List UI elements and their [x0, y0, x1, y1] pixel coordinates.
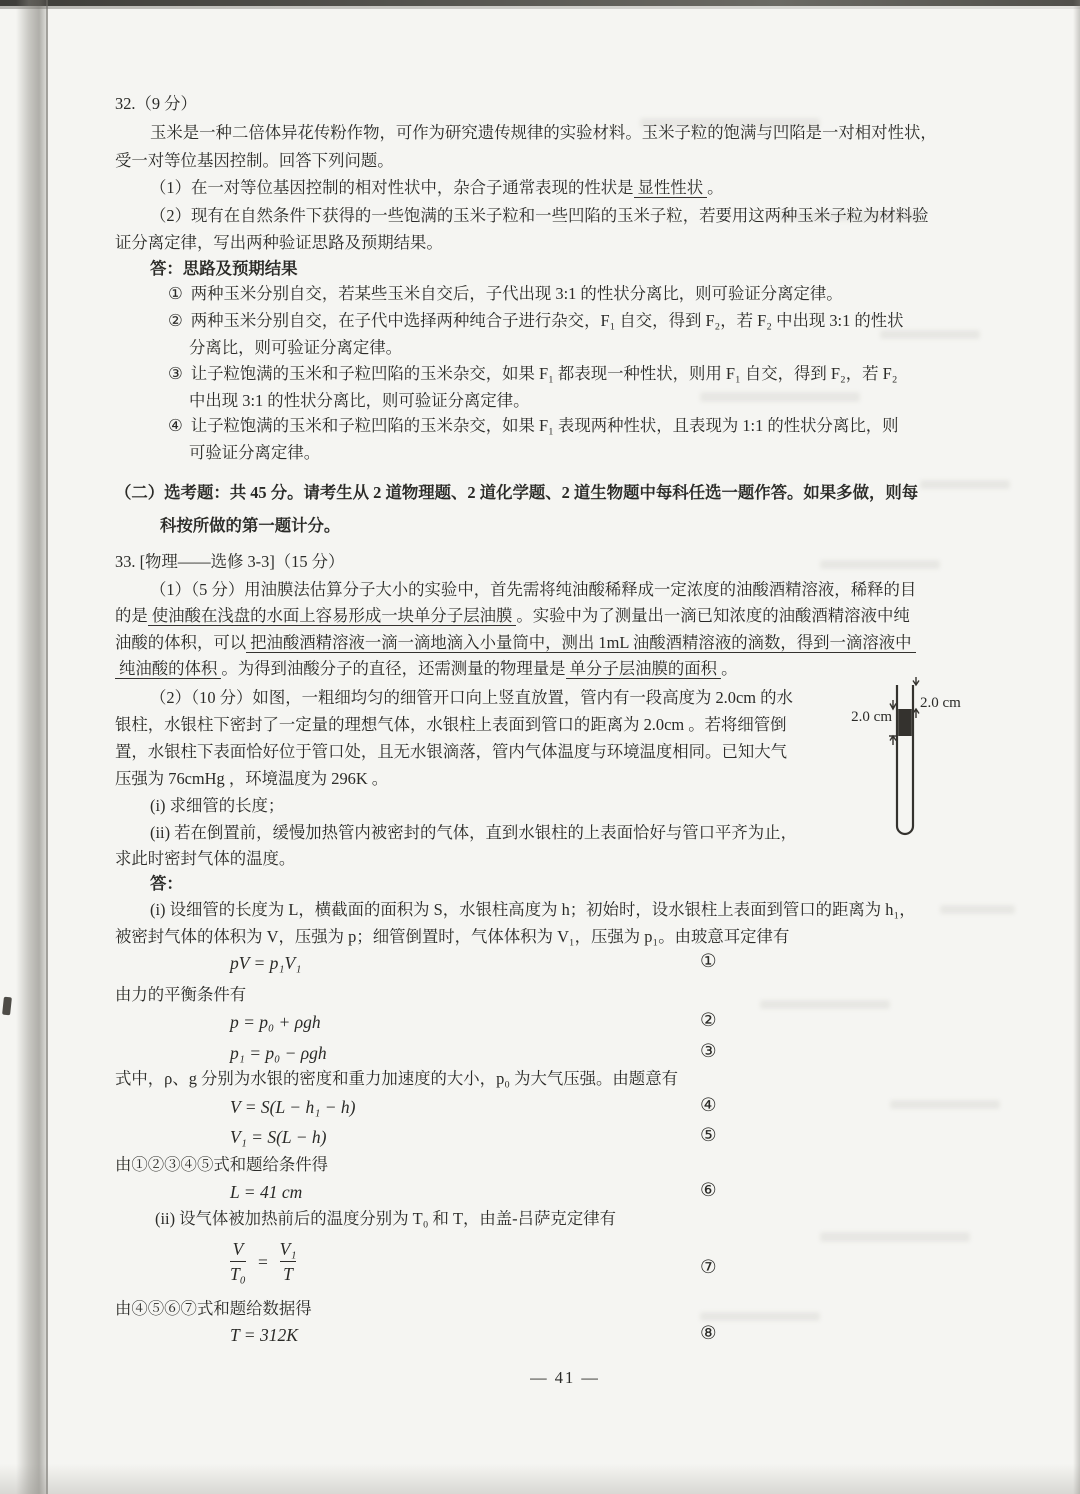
- equation-7-numerator-right: V₁: [279, 1239, 297, 1259]
- tube-figure: [800, 676, 1000, 851]
- scan-right-edge-shadow: [1073, 0, 1080, 1494]
- equation-7-right-fraction: [280, 1240, 297, 1284]
- equation-7: [230, 1239, 717, 1285]
- equation-1: [230, 951, 717, 975]
- equation-5-expression: V₁ = S(L − h): [230, 1127, 327, 1147]
- q32-item-2-text: 两种玉米分别自交，在子代中选择两种纯合子进行杂交，F₁ 自交，得到 F₂，若 F₂ 中出现 3:1 的性状: [190, 311, 904, 330]
- equation-4-expression: V = S(L − h₁ − h): [230, 1097, 356, 1117]
- q33-note-line: 式中，ρ、g 分别为水银的密度和重力加速度的大小，p₀ 为大气压强。由题意有: [115, 1069, 678, 1088]
- equation-7-equals-sign: =: [256, 1251, 269, 1272]
- q32-item-3-number: ③: [168, 364, 183, 383]
- q32-item-4-number: ④: [168, 416, 183, 435]
- fraction-bar: [230, 1261, 246, 1262]
- q33-conclude-1: 由①②③④⑤式和题给条件得: [115, 1155, 329, 1174]
- q33-part2-line-3: 置，水银柱下表面恰好位于管口处，且无水银滴落，管内气体温度与环境温度相同。已知大气: [115, 742, 788, 761]
- q32-part1-line: [150, 176, 723, 200]
- equation-7-denominator-right: T: [283, 1264, 293, 1285]
- q32-part1-answer-underlined: 显性性状: [634, 178, 708, 198]
- equation-8-number: ⑧: [700, 1324, 717, 1344]
- q33-part1-line3-pre: 油酸的体积，可以: [115, 633, 247, 652]
- q33-sub-ii-line-2: 求此时密封气体的温度。: [115, 849, 296, 868]
- q33-part1-blank-2-underlined: 把油酸酒精溶液一滴一滴地滴入小量筒中，测出 1mL 油酸酒精溶液的滴数，得到一滴溶液中: [246, 633, 915, 653]
- equation-1-number: ①: [700, 952, 717, 972]
- q33-part2-line-4: 压强为 76cmHg ，环境温度为 296K 。: [115, 769, 389, 788]
- q32-item-3-text: 让子粒饱满的玉米和子粒凹陷的玉米杂交，如果 F₁ 都表现一种性状，则用 F₁ 自交，得到 F₂，若 F₂: [190, 364, 898, 383]
- mercury-column: [898, 709, 912, 736]
- q32-answer-label: 答：思路及预期结果: [150, 259, 298, 278]
- q33-part1-line-3: [115, 631, 916, 655]
- equation-7-denominator-left: T₀: [230, 1264, 246, 1285]
- q33-answer-i-line-1: (i) 设细管的长度为 L，横截面的面积为 S，水银柱高度为 h；初始时，设水银柱上表面到管口的距离为 h₁，: [150, 900, 916, 919]
- q33-part1-line4-post: 。: [721, 659, 738, 678]
- equation-3: [230, 1041, 717, 1065]
- q33-part1-line2-post: 。实验中为了测量出一滴已知浓度的油酸酒精溶液中纯: [516, 606, 910, 625]
- q32-part1-period: 。: [707, 178, 724, 197]
- q32-item-2-continuation: 分离比，则可验证分离定律。: [189, 338, 403, 357]
- equation-7-number: ⑦: [700, 1258, 717, 1278]
- q32-item-2-number: ②: [168, 311, 183, 330]
- q33-sub-ii-line-1: (ii) 若在倒置前，缓慢加热管内被密封的气体，直到水银柱的上表面恰好与管口平齐为止，: [150, 823, 797, 842]
- q33-heading: 33. [物理——选修 3-3]（15 分）: [115, 552, 345, 571]
- equation-5-number: ⑤: [700, 1126, 717, 1146]
- q33-part1-blank-3-underlined: 单分子层油膜的面积: [566, 659, 722, 679]
- q33-answer-i-line-2: 被密封气体的体积为 V，压强为 p；细管倒置时，气体体积为 V₁，压强为 p₁。由玻意耳定律有: [115, 927, 790, 946]
- equation-6-expression: L = 41 cm: [230, 1182, 303, 1202]
- q32-item-1: [168, 282, 843, 306]
- equation-3-number: ③: [700, 1042, 717, 1062]
- equation-8-expression: T = 312K: [230, 1325, 298, 1345]
- equation-3-expression: p₁ = p₀ − ρgh: [230, 1043, 327, 1063]
- tube-outline: [897, 685, 913, 834]
- q32-part1-text: （1）在一对等位基因控制的相对性状中，杂合子通常表现的性状是: [150, 178, 634, 197]
- scan-bleedthrough-noise: [700, 1312, 820, 1321]
- equation-6: [230, 1180, 717, 1204]
- q33-answer-label: 答：: [150, 874, 183, 893]
- figure-label-left: 2.0 cm: [851, 709, 892, 725]
- equation-1-expression: pV = p₁V₁: [230, 953, 302, 973]
- q33-part1-blank-1-underlined: 使油酸在浅盘的水面上容易形成一块单分子层油膜: [148, 606, 517, 626]
- scan-bleedthrough-noise: [820, 560, 940, 569]
- q32-item-1-number: ①: [168, 284, 183, 303]
- figure-label-right: 2.0 cm: [920, 695, 961, 711]
- page-number: — 41 —: [530, 1368, 600, 1387]
- equation-7-numerator-left: V: [232, 1239, 244, 1259]
- q33-balance-intro: 由力的平衡条件有: [115, 985, 247, 1004]
- q33-part2-line-2: 银柱，水银柱下密封了一定量的理想气体，水银柱上表面到管口的距离为 2.0cm 。若将细管倒: [115, 715, 787, 734]
- scan-bleedthrough-noise: [920, 480, 1010, 489]
- equation-2: [230, 1010, 717, 1034]
- q33-part1-line2-pre: 的是: [115, 606, 148, 625]
- equation-4-number: ④: [700, 1096, 717, 1116]
- scan-bleedthrough-noise: [890, 1100, 1000, 1109]
- q32-item-3: [168, 362, 897, 386]
- q32-item-4-text: 让子粒饱满的玉米和子粒凹陷的玉米杂交，如果 F₁ 表现两种性状，且表现为 1:1 的性状分离比，则: [190, 416, 899, 435]
- q33-part1-line-2: [115, 604, 910, 628]
- fraction-bar: [280, 1261, 297, 1262]
- q33-answer-ii-line: (ii) 设气体被加热前后的温度分别为 T₀ 和 T，由盖-吕萨克定律有: [155, 1209, 616, 1228]
- q32-item-1-text: 两种玉米分别自交，若某些玉米自交后，子代出现 3:1 的性状分离比，则可验证分离定律。: [190, 284, 843, 303]
- scan-bleedthrough-noise: [700, 392, 860, 402]
- q32-heading: 32.（9 分）: [115, 94, 197, 113]
- section2-line-2: 科按所做的第一题计分。: [160, 516, 341, 535]
- scan-top-edge-shadow: [0, 6, 1080, 9]
- equation-8: [230, 1323, 717, 1347]
- equation-6-number: ⑥: [700, 1181, 717, 1201]
- scan-left-mark: [2, 997, 12, 1016]
- arrow-up-left: [890, 736, 896, 745]
- equation-7-left-fraction: [230, 1240, 246, 1284]
- equation-2-number: ②: [700, 1011, 717, 1031]
- q32-item-4-continuation: 可验证分离定律。: [189, 443, 321, 462]
- q32-item-2: [168, 309, 904, 333]
- q33-part2-line-1: （2）（10 分）如图，一粗细均匀的细管开口向上竖直放置，管内有一段高度为 2.0cm 的水: [150, 688, 793, 707]
- scan-left-crease-line: [46, 0, 48, 1494]
- q33-part1-line-4: [115, 657, 737, 681]
- equation-5: [230, 1125, 717, 1149]
- scan-bleedthrough-noise: [940, 905, 1015, 914]
- q33-part1-blank-2b-underlined: 纯油酸的体积: [115, 659, 221, 679]
- q33-part1-line4-mid: 。为得到油酸分子的直径，还需测量的物理量是: [221, 659, 566, 678]
- section2-line-1: （二）选考题：共 45 分。请考生从 2 道物理题、2 道化学题、2 道生物题中每科任选一题作答。如果多做，则每: [115, 483, 919, 502]
- arrow-down-right: [913, 677, 919, 685]
- equation-2-expression: p = p₀ + ρgh: [230, 1012, 321, 1032]
- q32-item-3-continuation: 中出现 3:1 的性状分离比，则可验证分离定律。: [189, 391, 530, 410]
- scan-left-binding-shadow: [16, 0, 48, 1494]
- q32-intro-line-2: 受一对等位基因控制。回答下列问题。: [115, 151, 394, 170]
- arrow-down-left: [890, 700, 896, 709]
- scan-bottom-edge-shadow: [0, 1464, 1080, 1494]
- q33-conclude-2: 由④⑤⑥⑦式和题给数据得: [115, 1299, 312, 1318]
- equation-4: [230, 1095, 717, 1119]
- q32-part2-line-2: 证分离定律，写出两种验证思路及预期结果。: [115, 233, 443, 252]
- q32-part2-line-1: （2）现有在自然条件下获得的一些饱满的玉米子粒和一些凹陷的玉米子粒，若要用这两种玉米子粒为材料验: [150, 206, 929, 225]
- q32-intro-line-1: 玉米是一种二倍体异花传粉作物，可作为研究遗传规律的实验材料。玉米子粒的饱满与凹陷是一对相对性状，: [150, 123, 937, 142]
- scan-bleedthrough-noise: [760, 1000, 890, 1009]
- scan-bleedthrough-noise: [820, 1232, 970, 1242]
- q33-part1-line-1: （1）（5 分）用油膜法估算分子大小的实验中，首先需将纯油酸稀释成一定浓度的油酸酒精溶液，稀释的目: [150, 580, 917, 599]
- q32-item-4: [168, 414, 899, 438]
- q33-sub-i: (i) 求细管的长度；: [150, 796, 285, 815]
